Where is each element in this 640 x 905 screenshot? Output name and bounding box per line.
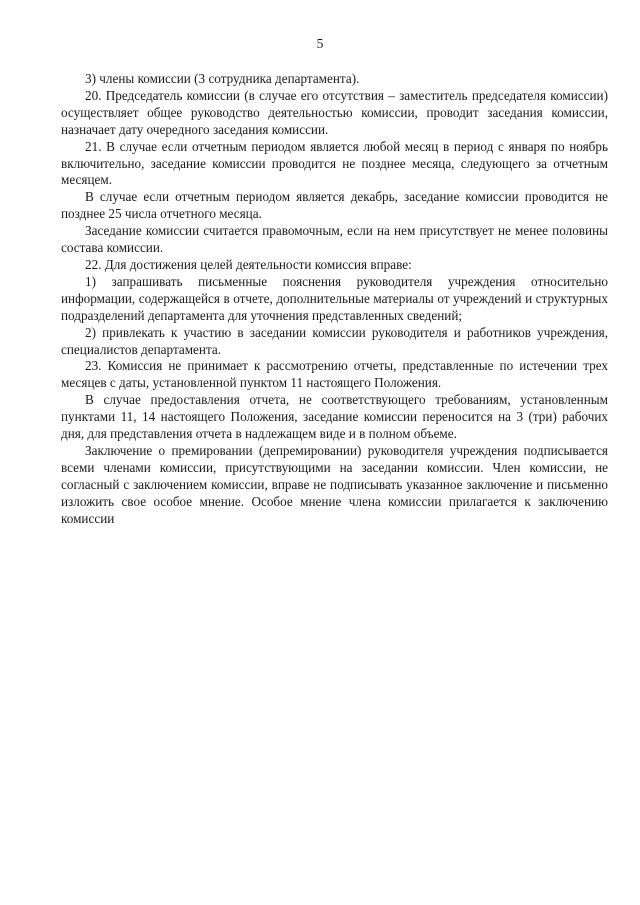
- paragraph-21-meeting-schedule: 21. В случае если отчетным периодом является любой месяц в период с января по ноябрь включительно, заседание комиссии проводится не позднее месяца, следующего за отчетным месяцем.: [61, 138, 608, 188]
- document-body: [61, 71, 608, 527]
- paragraph-quorum: Заседание комиссии считается правомочным, если на нем присутствует не менее половины состава комиссии.: [61, 223, 608, 256]
- page-number: 5: [316, 36, 324, 51]
- paragraph-22-1-request: 1) запрашивать письменные пояснения руководителя учреждения относительно информации, содержащейся в отчете, дополнительные материалы от учреждений и структурных подразделений департамента для уточнения представленных сведений;: [61, 273, 608, 323]
- paragraph-20-chairman: 20. Председатель комиссии (в случае его отсутствия – заместитель председателя комиссии) осуществляет общее руководство деятельностью комиссии, проводит заседания комиссии, назначает дату очередного заседания комиссии.: [61, 87, 608, 137]
- paragraph-22-2-involve: 2) привлекать к участию в заседании комиссии руководителя и работников учреждения, специалистов департамента.: [61, 324, 608, 357]
- paragraph-members: 3) члены комиссии (3 сотрудника департамента).: [85, 71, 360, 86]
- paragraph-22-rights: 22. Для достижения целей деятельности комиссия вправе:: [85, 256, 412, 272]
- paragraph-noncompliant-report: В случае предоставления отчета, не соответствующего требованиям, установленным пунктами 11, 14 настоящего Положения, заседание комиссии переносится на 3 (три) рабочих дня, для представления отчета в надлежащем виде и в полном объеме.: [61, 392, 608, 442]
- paragraph-23-deadline: 23. Комиссия не принимает к рассмотрению отчеты, представленные по истечении трех месяцев с даты, установленной пунктом 11 настоящего Положения.: [61, 358, 608, 391]
- paragraph-december-meeting: В случае если отчетным периодом является декабрь, заседание комиссии проводится не позднее 25 числа отчетного месяца.: [61, 189, 608, 222]
- paragraph-conclusion-signing: Заключение о премировании (депремировании) руководителя учреждения подписывается всеми членами комиссии, присутствующими на заседании комиссии. Член комиссии, не согласный с заключением комиссии, вправе не подписывать указанное заключение и письменно изложить свое особое мнение. Особое мнение члена комиссии прилагается к заключению комиссии: [61, 442, 608, 526]
